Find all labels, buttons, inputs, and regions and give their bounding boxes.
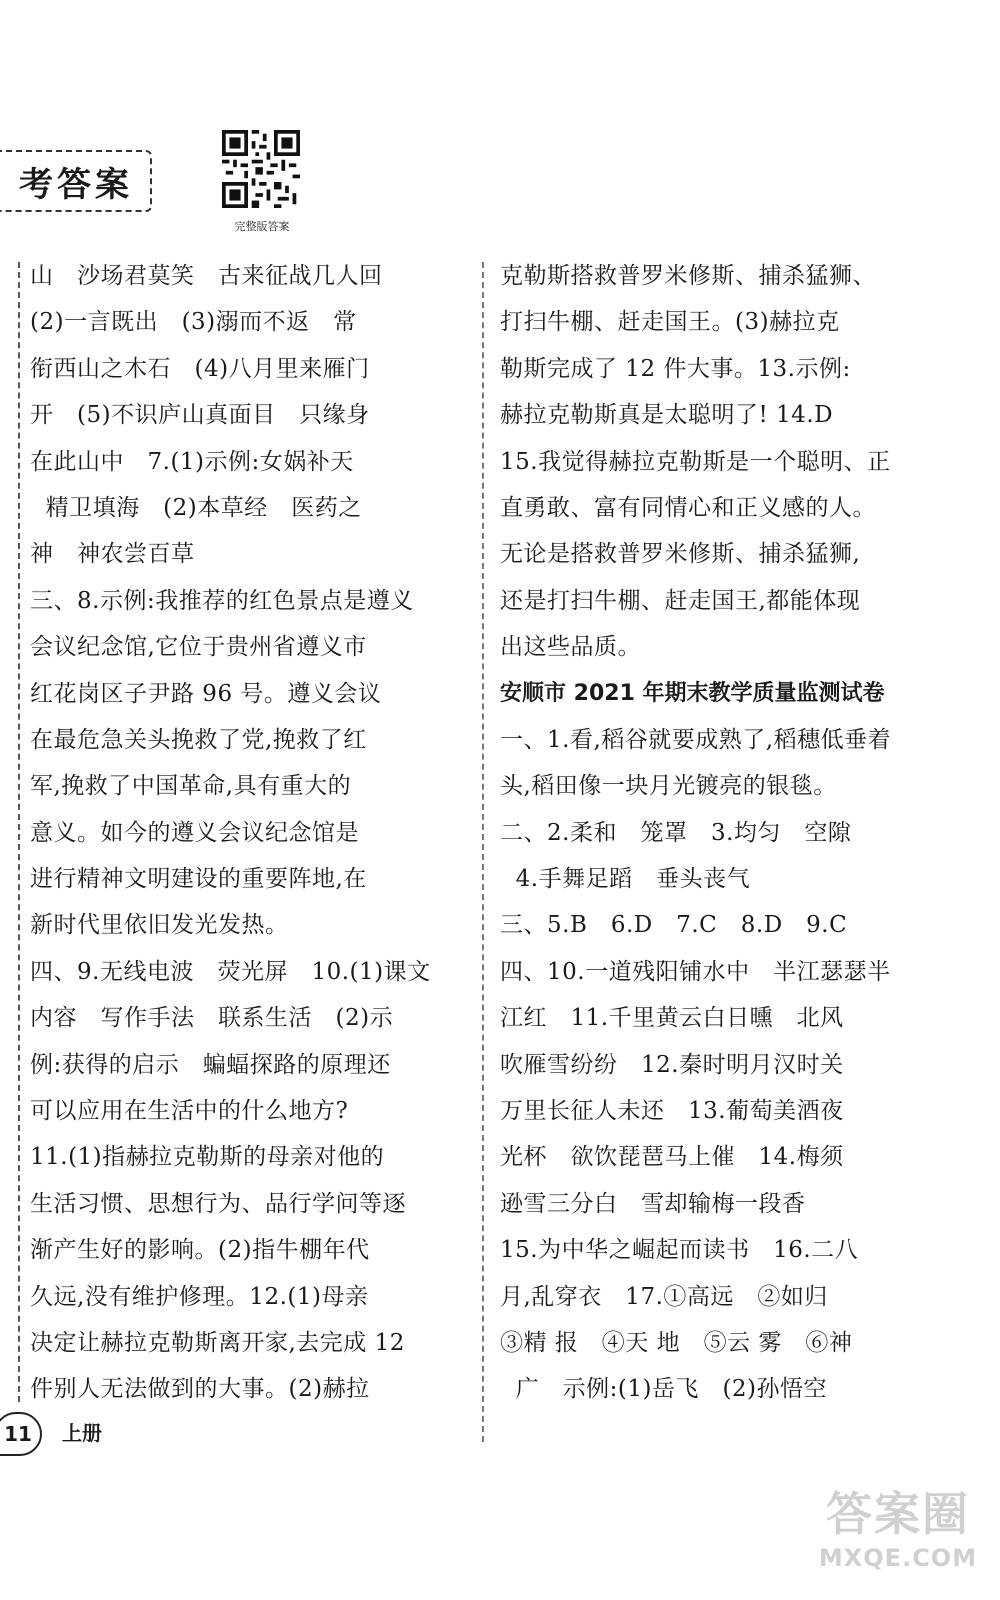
text-line: 渐产生好的影响。(2)指牛棚年代: [30, 1237, 370, 1264]
volume-label: 上册: [62, 1421, 102, 1445]
text-line: 逊雪三分白 雪却输梅一段香: [500, 1190, 806, 1217]
text-line: 三、8.示例:我推荐的红色景点是遵义: [30, 587, 414, 614]
text-line: 意义。如今的遵义会议纪念馆是: [30, 819, 359, 846]
text-line: 内容 写作手法 联系生活 (2)示: [30, 1005, 394, 1032]
text-line: 可以应用在生活中的什么地方?: [30, 1098, 349, 1125]
text-line: 4.手舞足蹈 垂头丧气: [500, 866, 751, 893]
text-line: 山 沙场君莫笑 古来征战几人回: [30, 263, 383, 289]
left-margin-rule: [18, 262, 20, 1402]
exam-section-title: 安顺市 2021 年期末教学质量监测试卷: [500, 680, 885, 706]
text-line: 二、2.柔和 笼罩 3.均匀 空隙: [500, 819, 852, 846]
page-number-badge: [0, 1412, 42, 1456]
text-line: 万里长征人未还 13.葡萄美酒夜: [500, 1098, 844, 1125]
site-watermark: [818, 1478, 978, 1588]
text-line: 三、5.B 6.D 7.C 8.D 9.C: [500, 912, 848, 939]
text-line: 江红 11.千里黄云白日曛 北风: [500, 1005, 844, 1032]
text-line: 决定让赫拉克勒斯离开家,去完成 12: [30, 1329, 405, 1356]
text-line: 头,稻田像一块月光镀亮的银毯。: [500, 773, 837, 800]
text-line: ③精 报 ④天 地 ⑤云 雾 ⑥神: [500, 1329, 853, 1356]
text-line: 11.(1)指赫拉克勒斯的母亲对他的: [30, 1144, 385, 1171]
text-line: 在此山中 7.(1)示例:女娲补天: [30, 448, 354, 475]
text-line: 还是打扫牛棚、赶走国王,都能体现: [500, 587, 861, 614]
answer-header-box: [0, 150, 152, 212]
column-divider: [482, 262, 484, 1442]
text-line: 光杯 欲饮琵琶马上催 14.梅须: [500, 1144, 844, 1171]
qr-caption: 完整版答案: [234, 220, 290, 233]
text-line: 勒斯完成了 12 件大事。13.示例:: [500, 355, 851, 382]
page-number: 11: [4, 1422, 32, 1446]
text-line: 在最危急关头挽救了党,挽救了红: [30, 726, 367, 753]
text-line: 月,乱穿衣 17.①高远 ②如归: [500, 1283, 828, 1310]
text-line: 四、9.无线电波 荧光屏 10.(1)课文: [30, 958, 431, 985]
text-line: 四、10.一道残阳铺水中 半江瑟瑟半: [500, 958, 891, 985]
text-line: 广 示例:(1)岳飞 (2)孙悟空: [500, 1376, 828, 1403]
watermark-logo-text: 答案圈: [826, 1487, 970, 1541]
text-line: 新时代里依旧发光发热。: [30, 912, 289, 939]
text-line: 军,挽救了中国革命,具有重大的: [30, 773, 352, 800]
text-line: 例:获得的启示 蝙蝠探路的原理还: [30, 1051, 391, 1078]
text-line: 出这些品质。: [500, 634, 641, 661]
text-line: 精卫填海 (2)本草经 医药之: [30, 494, 362, 521]
text-line: 直勇敢、富有同情心和正义感的人。: [500, 494, 876, 521]
text-line: 生活习惯、思想行为、品行学问等逐: [30, 1190, 406, 1217]
text-line: 吹雁雪纷纷 12.秦时明月汉时关: [500, 1051, 844, 1078]
text-line: 15.为中华之崛起而读书 16.二八: [500, 1237, 859, 1264]
text-line: 会议纪念馆,它位于贵州省遵义市: [30, 634, 367, 661]
text-line: 开 (5)不识庐山真面目 只缘身: [30, 402, 370, 429]
qr-code-icon: [222, 130, 300, 208]
text-line: 一、1.看,稻谷就要成熟了,稻穗低垂着: [500, 726, 892, 753]
text-line: (2)一言既出 (3)溺而不返 常: [30, 309, 357, 336]
text-line: 无论是搭救普罗米修斯、捕杀猛狮,: [500, 541, 861, 568]
text-line: 神 神农尝百草: [30, 541, 195, 568]
answer-header-title: 考答案: [19, 164, 133, 205]
text-line: 红花岗区子尹路 96 号。遵义会议: [30, 680, 382, 707]
text-line: 打扫牛棚、赶走国王。(3)赫拉克: [500, 309, 840, 336]
right-answer-column: [500, 253, 975, 1413]
text-line: 久远,没有维护修理。12.(1)母亲: [30, 1283, 369, 1310]
text-line: 进行精神文明建设的重要阵地,在: [30, 866, 367, 893]
left-answer-column: [30, 253, 470, 1413]
text-line: 衔西山之木石 (4)八月里来雁门: [30, 355, 370, 382]
text-line: 克勒斯搭救普罗米修斯、捕杀猛狮、: [500, 263, 876, 289]
watermark-url: MXQE.COM: [818, 1544, 978, 1572]
text-line: 赫拉克勒斯真是太聪明了! 14.D: [500, 402, 834, 429]
text-line: 件别人无法做到的大事。(2)赫拉: [30, 1376, 370, 1403]
text-line: 15.我觉得赫拉克勒斯是一个聪明、正: [500, 448, 891, 475]
